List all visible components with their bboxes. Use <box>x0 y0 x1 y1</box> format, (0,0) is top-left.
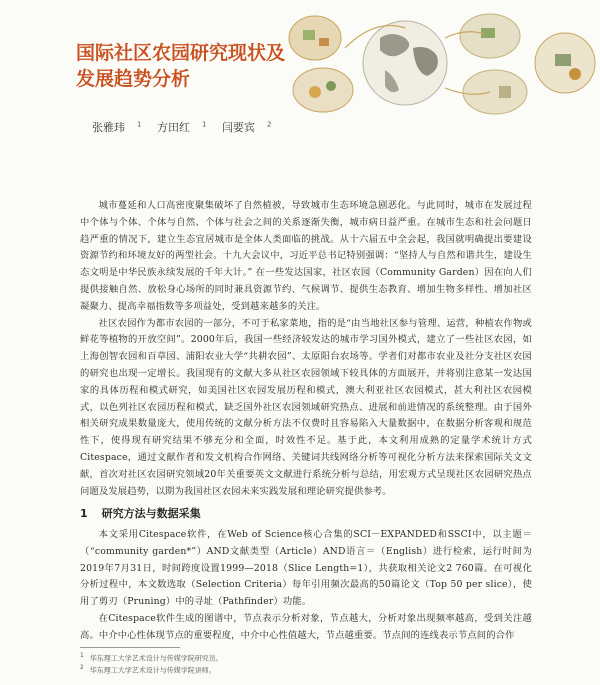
title-line-1: 国际社区农园研究现状及 <box>76 42 286 64</box>
body-paragraph: 社区农园作为都市农园的一部分，不可于私家菜地，指的是“由当地社区参与管理、运营，种植农作物或鲜花等植物的开放空间”。2000年后，我国一些经济较发达的城市学习国外模式，建立了一些社区农园，如上海创智农园和百草园、浦阳农业大学“共耕农园”、太原阳台农场等。学者们对都市农业及社分支社区农园的研究也出现一定增长。我国现有的文献大多从社区农园领域下较具体的方面展开，并将别注意某一发达国家的具体历程和模式研究，如美国社区农园发展历程和模式，澳大利亚社区农园模式，甚大利社区农园模式，以色列社区农园历程和模式，缺乏国外社区农园领域研究热点、进展和前进情况的系统整理。由于国外相关研究成果数量庞大，使用传统的文献分析方法不仅费时且容易陷入大量数据中，在数据分析客观和规范性下，使得现有研究结果不够充分和全面，时效性不足。基于此，本文利用成熟的定量学术统计方式Citespace，通过文献作者和发文机构合作网络、关键词共线网络分析等可视化分析方法来探索国际关文文献，首次对社区农园研究领域20年关重要英文文献进行系统分析与总结，用宏观方式呈现社区农园研究热点问题及发展趋势，以期为我国社区农园未来实践发展和理论研究提供参考。 <box>80 317 532 497</box>
footnote-divider <box>80 647 180 648</box>
author-list <box>92 119 283 135</box>
author-name: 方田红 <box>156 121 190 134</box>
section-number: 1 <box>80 507 88 520</box>
author-footnote-mark: 1 <box>137 120 142 129</box>
footnotes <box>80 651 223 676</box>
author-3 <box>222 121 271 134</box>
section-heading <box>80 505 201 521</box>
footnote-mark: 2 <box>80 665 84 672</box>
author-name: 张雅玮 <box>92 121 125 134</box>
body-paragraph: 城市蔓延和人口高密度聚集破坏了自然植被，导致城市生态环境急剧恶化。与此同时，城市在发展过程中个体与个体、个体与自然、个体与社会之间的关系逐渐失衡，城市病日益严重。在城市生态和社会问题日趋严重的情况下，建立生态宜居城市是全体人类面临的挑战。从十六届五中全会起，我国就明确提出要建设资源节约和环境友好的两型社会。十九大会议中，习近平总书记特别强调：“坚持人与自然和谐共生，建设生态文明是中华民族永续发展的千年大计。” 在一些发达国家，社区农园（Community Garden）因在向人们提供接触自然、放松身心场所的同时兼具资源节约、气候调节、提供生态教育、增加生物多样性、增加社区凝聚力、提高幸福指数等多项益处，受到越来越多的关注。 <box>80 200 532 312</box>
method-section <box>80 527 532 645</box>
footnote-mark: 1 <box>80 653 84 659</box>
author-2 <box>157 121 206 134</box>
intro-section <box>80 198 532 500</box>
footnote-text: 华东理工大学艺术设计与传媒学院讲师。 <box>89 666 216 675</box>
title-line-2: 发展趋势分析 <box>76 68 191 90</box>
footnote-text: 华东理工大学艺术设计与传媒学院研究员。 <box>89 654 223 663</box>
footnote <box>80 651 223 663</box>
section-title: 研究方法与数据采集 <box>101 507 201 520</box>
body-paragraph: 在Citespace软件生成的图谱中，节点表示分析对象，节点越大，分析对象出现频率越高，受到关注越高。中介中心性体现节点的重要程度，中介中心性值越大，节点越重要。节点间的连线表示节点间的合作 <box>80 612 532 641</box>
author-footnote-mark: 1 <box>201 120 207 129</box>
author-name: 闫要宾 <box>221 121 255 134</box>
author-footnote-mark: 2 <box>266 120 272 129</box>
page-title <box>76 40 376 92</box>
author-1 <box>92 121 141 134</box>
footnote <box>80 663 223 675</box>
body-paragraph: 本文采用Citespace软件，在Web of Science核心合集的SCI－EXPANDED和SSCI中，以主题＝（“community garden*”）AND文献类型（Article）AND语言＝（English）进行检索，运行时间为2019年7月31日，时间跨度设置1999—2018（Slice Length=1），共获取相关论文2 760篇。在可视化分析过程中，本文数选取（Selection Criteria）每年引用频次最高的50篇论文（Top 50 per slice），使用了剪刃（Pruning）中的寻址（Pathfinder）功能。 <box>80 529 532 608</box>
